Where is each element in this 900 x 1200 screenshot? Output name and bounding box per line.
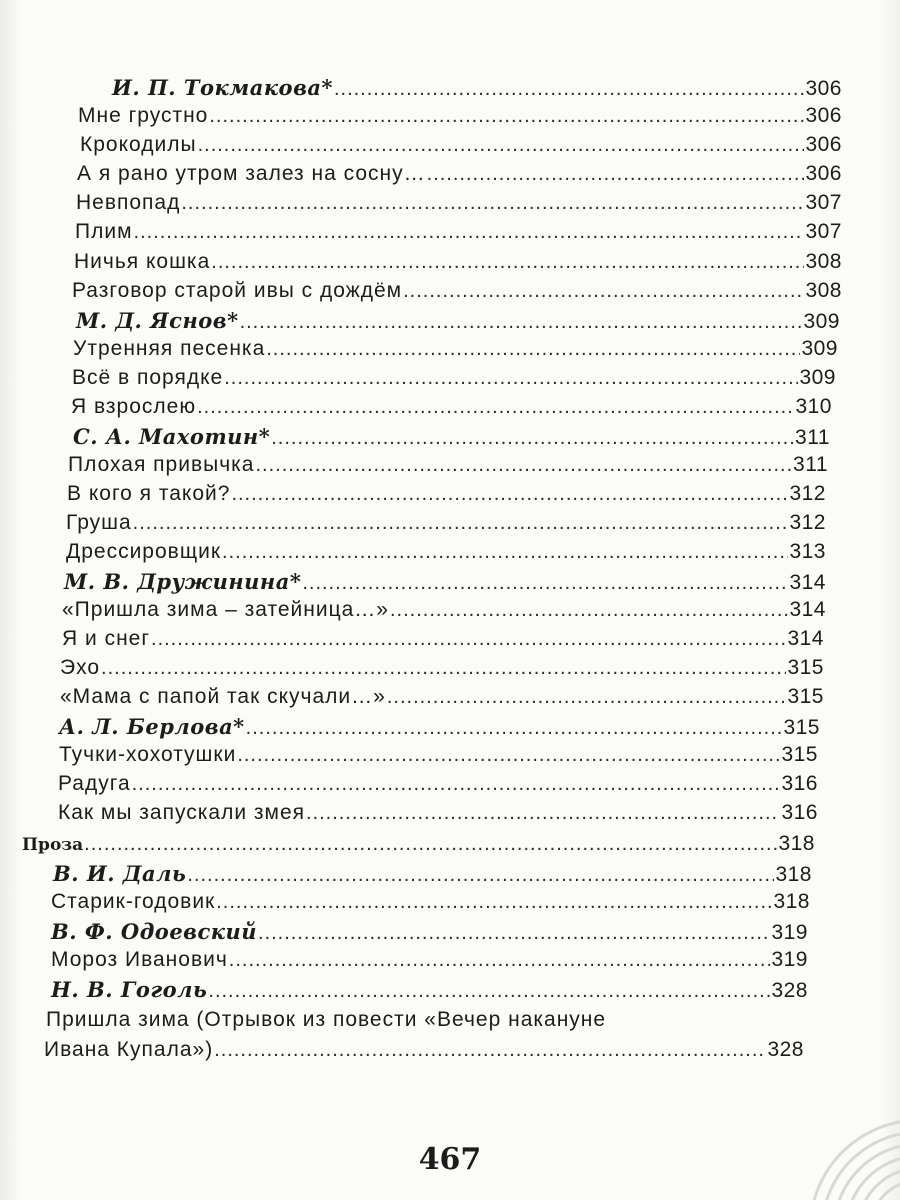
entry-title: Старик-годовик xyxy=(51,890,216,913)
entry-page: 316 xyxy=(781,801,818,824)
toc-entry xyxy=(80,133,842,163)
entry-page: 306 xyxy=(805,77,842,100)
entry-page: 306 xyxy=(805,104,842,127)
entry-title: «Мама с папой так скучали…» xyxy=(60,685,386,708)
entry-title: Мороз Иванович xyxy=(51,948,228,971)
entry-page: 309 xyxy=(803,310,840,333)
entry-page: 306 xyxy=(805,133,842,156)
toc-entry xyxy=(71,395,832,425)
toc-entry xyxy=(78,104,842,134)
leader-dots xyxy=(334,78,805,101)
leader-dots xyxy=(390,599,788,622)
toc-entry xyxy=(58,801,818,831)
entry-title: Радуга xyxy=(58,772,131,795)
toc-author-heading xyxy=(51,919,808,949)
leader-dots xyxy=(101,657,786,680)
entry-title: Разговор старой ивы с дождём xyxy=(72,279,403,302)
leader-dots xyxy=(209,105,804,128)
page-number: 467 xyxy=(418,1142,482,1177)
entry-title: Мне грустно xyxy=(78,104,209,127)
leader-dots xyxy=(306,802,780,825)
entry-page: 311 xyxy=(793,453,828,476)
leader-dots xyxy=(134,221,805,244)
leader-dots xyxy=(427,163,805,186)
toc-entry xyxy=(76,191,842,221)
toc-entry xyxy=(59,743,818,773)
leader-dots xyxy=(229,949,771,972)
entry-title: М. В. Дружинина* xyxy=(64,569,302,594)
leader-dots xyxy=(387,686,787,709)
leader-dots xyxy=(266,338,800,361)
toc-author-heading xyxy=(51,977,808,1007)
entry-title: Крокодилы xyxy=(80,133,197,156)
toc-entry xyxy=(66,511,826,541)
entry-page: 308 xyxy=(805,250,842,273)
toc-section-heading xyxy=(22,832,815,862)
entry-page: 318 xyxy=(775,863,812,886)
toc-author-heading xyxy=(59,714,820,744)
entry-title: «Пришла зима – затейница…» xyxy=(62,598,389,621)
entry-page: 314 xyxy=(789,598,826,621)
entry-page: 315 xyxy=(787,685,824,708)
entry-title: Дрессировщик xyxy=(66,540,222,563)
toc-entry xyxy=(62,598,826,628)
entry-page: 316 xyxy=(781,772,818,795)
entry-title-line1: Пришла зима (Отрывок из повести «Вечер накануне xyxy=(46,1008,607,1031)
entry-title: Утренняя песенка xyxy=(73,337,266,360)
toc-entry xyxy=(51,890,810,920)
leader-dots xyxy=(132,773,781,796)
entry-title: А я рано утром залез на сосну… xyxy=(77,162,426,185)
leader-dots xyxy=(187,864,774,887)
leader-dots xyxy=(214,1039,766,1062)
leader-dots xyxy=(133,512,789,535)
entry-title: Н. В. Гоголь xyxy=(51,977,208,1002)
entry-title: Груша xyxy=(66,511,132,534)
leader-dots xyxy=(237,744,780,767)
entry-title: В. И. Даль xyxy=(53,861,187,886)
leader-dots xyxy=(403,280,804,303)
leader-dots xyxy=(246,717,783,740)
toc-author-heading xyxy=(73,424,830,454)
entry-title: Плим xyxy=(75,220,133,243)
entry-page: 308 xyxy=(805,279,842,302)
entry-page: 312 xyxy=(789,482,826,505)
toc-entry xyxy=(44,1038,804,1068)
toc-entry xyxy=(62,627,824,657)
toc-entry xyxy=(72,366,836,396)
entry-page: 315 xyxy=(781,743,818,766)
toc-entry xyxy=(68,453,828,483)
leader-dots xyxy=(216,891,772,914)
toc-entry xyxy=(58,772,818,802)
leader-dots xyxy=(84,833,777,856)
leader-dots xyxy=(240,311,803,334)
entry-page: 318 xyxy=(773,890,810,913)
entry-page: 315 xyxy=(783,716,820,739)
entry-title: Как мы запускали змея xyxy=(58,801,306,824)
toc-author-heading xyxy=(76,308,840,338)
entry-page: 318 xyxy=(778,832,815,855)
toc-entry xyxy=(75,220,842,250)
toc-entry xyxy=(60,656,824,686)
entry-title: Всё в порядке xyxy=(72,366,224,389)
toc-entry xyxy=(66,540,826,570)
entry-page: 315 xyxy=(787,656,824,679)
leader-dots xyxy=(181,192,804,215)
entry-page: 328 xyxy=(767,1038,804,1061)
entry-page: 328 xyxy=(771,979,808,1002)
leader-dots xyxy=(198,134,805,157)
leader-dots xyxy=(151,628,786,651)
leader-dots xyxy=(224,367,798,390)
entry-title: И. П. Токмакова* xyxy=(112,75,333,100)
leader-dots xyxy=(271,427,794,450)
entry-title: Ничья кошка xyxy=(74,250,211,273)
toc-entry xyxy=(77,162,842,192)
entry-page: 313 xyxy=(789,540,826,563)
leader-dots xyxy=(197,396,794,419)
leader-dots xyxy=(222,541,788,564)
toc-author-heading xyxy=(53,861,812,891)
entry-page: 309 xyxy=(799,366,836,389)
entry-title: Невпопад xyxy=(76,191,181,214)
entry-page: 312 xyxy=(789,511,826,534)
entry-page: 306 xyxy=(805,162,842,185)
leader-dots xyxy=(255,454,792,477)
entry-title: Плохая привычка xyxy=(68,453,255,476)
entry-page: 309 xyxy=(801,337,838,360)
entry-page: 311 xyxy=(795,426,830,449)
toc-entry xyxy=(74,250,842,280)
entry-page: 310 xyxy=(795,395,832,418)
entry-title: В кого я такой? xyxy=(67,482,231,505)
entry-page: 307 xyxy=(805,191,842,214)
entry-title: В. Ф. Одоевский xyxy=(51,919,258,944)
toc-author-heading xyxy=(112,75,842,105)
leader-dots xyxy=(258,922,770,945)
entry-title: М. Д. Яснов* xyxy=(76,308,239,333)
entry-title: Проза xyxy=(22,835,84,855)
leader-dots xyxy=(302,572,788,595)
entry-page: 319 xyxy=(771,921,808,944)
entry-title: С. А. Махотин* xyxy=(73,424,271,449)
toc-entry xyxy=(51,948,808,978)
entry-title: Тучки-хохотушки xyxy=(59,743,237,766)
toc-entry xyxy=(67,482,826,512)
leader-dots xyxy=(208,980,770,1003)
entry-title: Я взрослею xyxy=(71,395,197,418)
entry-page: 314 xyxy=(789,571,826,594)
entry-page: 319 xyxy=(771,948,808,971)
entry-title: Я и снег xyxy=(62,627,151,650)
leader-dots xyxy=(211,251,804,274)
toc-entry xyxy=(72,279,842,309)
entry-page: 307 xyxy=(805,220,842,243)
entry-title: Эхо xyxy=(60,656,101,679)
entry-page: 314 xyxy=(787,627,824,650)
entry-title: А. Л. Берлова* xyxy=(59,714,245,739)
toc-entry xyxy=(60,685,824,715)
entry-title: Ивана Купала») xyxy=(44,1038,214,1061)
leader-dots xyxy=(231,483,788,506)
toc-entry xyxy=(73,337,838,367)
toc-author-heading xyxy=(64,569,826,599)
